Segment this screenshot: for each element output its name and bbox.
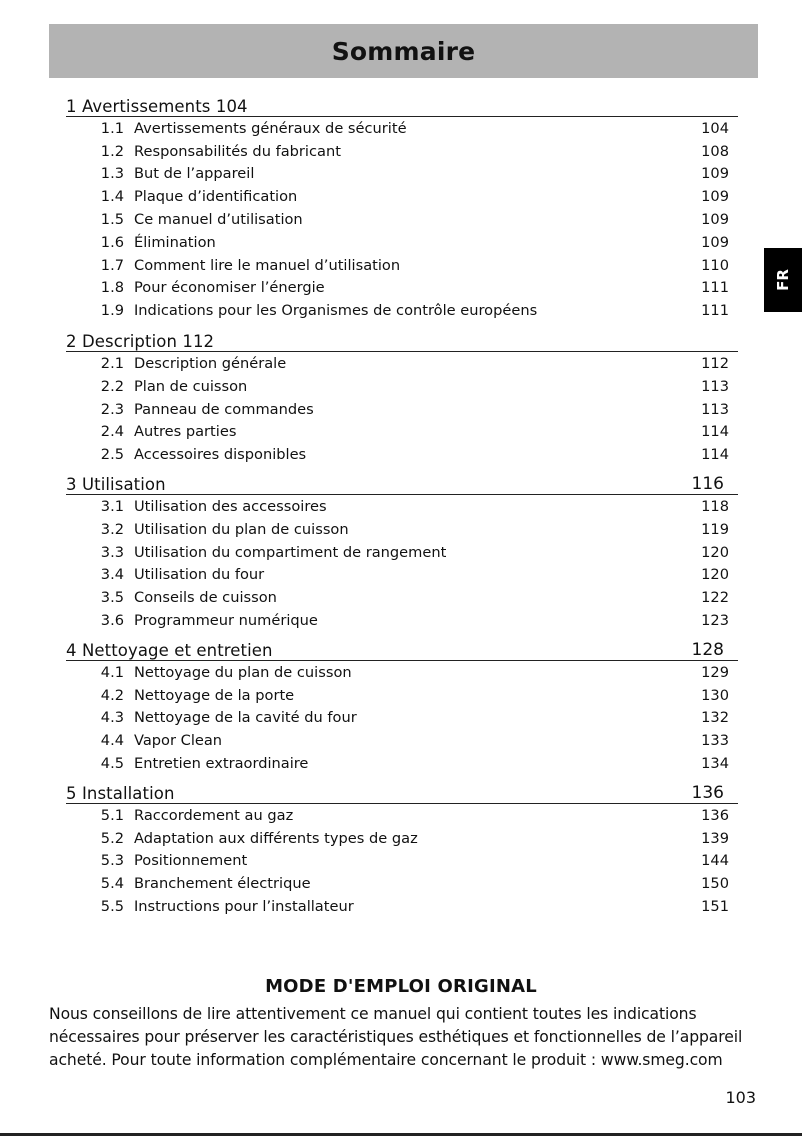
entry-label: Conseils de cuisson bbox=[134, 589, 277, 607]
toc-section-3 bbox=[66, 469, 738, 632]
toc-entry[interactable] bbox=[66, 707, 738, 730]
toc-entry[interactable] bbox=[66, 518, 738, 541]
entry-page: 120 bbox=[701, 566, 729, 584]
toc-entry[interactable] bbox=[66, 443, 738, 466]
entry-number: 5.1 bbox=[100, 806, 124, 824]
entry-number: 2.2 bbox=[100, 377, 124, 395]
toc-entry[interactable] bbox=[66, 541, 738, 564]
entry-number: 4.4 bbox=[100, 732, 124, 750]
entry-label: Utilisation du plan de cuisson bbox=[134, 520, 349, 538]
entry-label: Branchement électrique bbox=[134, 875, 311, 893]
entry-number: 3.1 bbox=[100, 498, 124, 516]
entry-number: 1.8 bbox=[100, 279, 124, 297]
entry-number: 5.3 bbox=[100, 852, 124, 870]
entry-label: Nettoyage du plan de cuisson bbox=[134, 663, 352, 681]
title-bar bbox=[49, 24, 758, 78]
toc-entry[interactable] bbox=[66, 421, 738, 444]
section-title: 3 Utilisation bbox=[66, 475, 166, 495]
entry-label: Plaque d’identification bbox=[134, 188, 298, 206]
toc-entry[interactable] bbox=[66, 827, 738, 850]
toc-entry[interactable] bbox=[66, 185, 738, 208]
language-tab bbox=[764, 248, 802, 312]
entry-label: Utilisation du compartiment de rangement bbox=[134, 543, 447, 561]
entry-number: 1.6 bbox=[100, 233, 124, 251]
entry-page: 133 bbox=[701, 732, 729, 750]
entry-page: 108 bbox=[701, 142, 729, 160]
entry-number: 3.5 bbox=[100, 589, 124, 607]
entry-page: 130 bbox=[701, 686, 729, 704]
entry-label: Plan de cuisson bbox=[134, 377, 248, 395]
entry-number: 4.5 bbox=[100, 755, 124, 773]
entry-number: 1.4 bbox=[100, 188, 124, 206]
toc-entry[interactable] bbox=[66, 352, 738, 375]
entry-page: 109 bbox=[701, 233, 729, 251]
entry-page: 129 bbox=[701, 663, 729, 681]
entry-page: 119 bbox=[701, 520, 729, 538]
entry-label: Nettoyage de la cavité du four bbox=[134, 709, 357, 727]
entry-number: 3.2 bbox=[100, 520, 124, 538]
toc-entry[interactable] bbox=[66, 117, 738, 140]
entry-page: 139 bbox=[701, 829, 729, 847]
toc-entry[interactable] bbox=[66, 804, 738, 827]
entry-number: 5.4 bbox=[100, 875, 124, 893]
entry-page: 114 bbox=[701, 423, 729, 441]
entry-label: Utilisation des accessoires bbox=[134, 498, 327, 516]
section-title: 5 Installation bbox=[66, 783, 175, 803]
entry-page: 151 bbox=[701, 898, 729, 915]
toc-entry[interactable] bbox=[66, 564, 738, 587]
toc-entry[interactable] bbox=[66, 684, 738, 707]
toc-entry[interactable] bbox=[66, 495, 738, 518]
entry-page: 114 bbox=[701, 446, 729, 464]
toc-entry[interactable] bbox=[66, 586, 738, 609]
entry-number: 1.2 bbox=[100, 142, 124, 160]
entry-page: 109 bbox=[701, 188, 729, 206]
entry-number: 1.9 bbox=[100, 302, 124, 320]
toc-entry[interactable] bbox=[66, 609, 738, 632]
section-page: 116 bbox=[691, 474, 724, 495]
table-of-contents bbox=[66, 91, 738, 918]
section-heading[interactable] bbox=[66, 635, 738, 661]
entry-label: But de l’appareil bbox=[134, 165, 255, 183]
section-page: 136 bbox=[691, 782, 724, 803]
section-heading[interactable] bbox=[66, 326, 738, 352]
page-title: Sommaire bbox=[331, 36, 476, 66]
entry-page: 104 bbox=[701, 119, 729, 137]
entry-page: 150 bbox=[701, 875, 729, 893]
entry-page: 134 bbox=[701, 755, 729, 773]
entry-page: 122 bbox=[701, 589, 729, 607]
entry-label: Nettoyage de la porte bbox=[134, 686, 295, 704]
entry-number: 1.1 bbox=[100, 119, 124, 137]
toc-entry[interactable] bbox=[66, 729, 738, 752]
entry-label: Positionnement bbox=[134, 852, 248, 870]
entry-page: 144 bbox=[701, 852, 729, 870]
entry-label: Entretien extraordinaire bbox=[134, 755, 309, 773]
toc-entry[interactable] bbox=[66, 231, 738, 254]
entry-page: 111 bbox=[701, 302, 729, 320]
entry-label: Indications pour les Organismes de contrôle européens bbox=[134, 302, 538, 320]
entry-number: 3.4 bbox=[100, 566, 124, 584]
entry-page: 109 bbox=[701, 165, 729, 183]
entry-label: Pour économiser l’énergie bbox=[134, 279, 325, 297]
entry-page: 113 bbox=[701, 377, 729, 395]
section-title: 2 Description 112 bbox=[66, 332, 215, 352]
entry-page: 112 bbox=[701, 355, 729, 373]
toc-section-2 bbox=[66, 326, 738, 466]
entry-page: 118 bbox=[701, 498, 729, 516]
toc-entry[interactable] bbox=[66, 208, 738, 231]
entry-label: Autres parties bbox=[134, 423, 237, 441]
toc-section-4 bbox=[66, 635, 738, 775]
entry-number: 1.3 bbox=[100, 165, 124, 183]
entry-number: 2.5 bbox=[100, 446, 124, 464]
toc-section-1 bbox=[66, 91, 738, 322]
toc-entry[interactable] bbox=[66, 398, 738, 421]
entry-number: 1.7 bbox=[100, 256, 124, 274]
entry-label: Vapor Clean bbox=[134, 732, 223, 750]
toc-entry[interactable] bbox=[66, 299, 738, 322]
entry-number: 5.5 bbox=[100, 898, 124, 915]
entry-number: 4.3 bbox=[100, 709, 124, 727]
entry-number: 3.3 bbox=[100, 543, 124, 561]
entry-number: 5.2 bbox=[100, 829, 124, 847]
entry-page: 120 bbox=[701, 543, 729, 561]
entry-page: 109 bbox=[701, 211, 729, 229]
entry-label: Avertissements généraux de sécurité bbox=[134, 119, 407, 137]
entry-label: Ce manuel d’utilisation bbox=[134, 211, 303, 229]
entry-page: 123 bbox=[701, 612, 729, 630]
section-heading[interactable] bbox=[66, 469, 738, 495]
toc-entry[interactable] bbox=[66, 895, 738, 918]
entry-page: 136 bbox=[701, 806, 729, 824]
toc-entry[interactable] bbox=[66, 752, 738, 775]
entry-page: 111 bbox=[701, 279, 729, 297]
section-heading[interactable] bbox=[66, 778, 738, 804]
entry-label: Élimination bbox=[134, 233, 216, 251]
entry-label: Adaptation aux différents types de gaz bbox=[134, 829, 418, 847]
entry-label: Accessoires disponibles bbox=[134, 446, 307, 464]
entry-label: Programmeur numérique bbox=[134, 612, 318, 630]
entry-label: Utilisation du four bbox=[134, 566, 265, 584]
entry-number: 4.1 bbox=[100, 663, 124, 681]
notice-title: MODE D'EMPLOI ORIGINAL bbox=[265, 976, 537, 997]
toc-entry[interactable] bbox=[66, 277, 738, 300]
entry-number: 1.5 bbox=[100, 211, 124, 229]
notice-body: Nous conseillons de lire attentivement ce manuel qui contient toutes les indications nécessaires pour préserver les caractéristiques esthétiques et fonctionnelles de l’appareil acheté. Pour toute information complémentaire concernant le produit : www.smeg.com bbox=[49, 1005, 743, 1069]
entry-label: Instructions pour l’installateur bbox=[134, 898, 354, 915]
section-heading[interactable] bbox=[66, 91, 738, 117]
toc-entry[interactable] bbox=[66, 850, 738, 873]
toc-entry[interactable] bbox=[66, 375, 738, 398]
entry-number: 2.3 bbox=[100, 400, 124, 418]
entry-label: Raccordement au gaz bbox=[134, 806, 294, 824]
entry-label: Responsabilités du fabricant bbox=[134, 142, 341, 160]
page-number: 103 bbox=[725, 1088, 756, 1107]
entry-page: 110 bbox=[701, 256, 729, 274]
entry-label: Comment lire le manuel d’utilisation bbox=[134, 256, 401, 274]
toc-entry[interactable] bbox=[66, 661, 738, 684]
section-title: 1 Avertissements 104 bbox=[66, 97, 248, 116]
toc-entry[interactable] bbox=[66, 254, 738, 277]
entry-label: Panneau de commandes bbox=[134, 400, 314, 418]
entry-number: 4.2 bbox=[100, 686, 124, 704]
toc-entry[interactable] bbox=[66, 163, 738, 186]
language-label: FR bbox=[773, 269, 792, 291]
toc-section-5 bbox=[66, 778, 738, 918]
entry-number: 2.1 bbox=[100, 355, 124, 373]
section-page: 128 bbox=[691, 639, 724, 660]
toc-entry[interactable] bbox=[66, 872, 738, 895]
section-title: 4 Nettoyage et entretien bbox=[66, 640, 273, 660]
entry-page: 113 bbox=[701, 400, 729, 418]
entry-number: 3.6 bbox=[100, 612, 124, 630]
toc-entry[interactable] bbox=[66, 140, 738, 163]
entry-label: Description générale bbox=[134, 355, 287, 373]
entry-page: 132 bbox=[701, 709, 729, 727]
entry-number: 2.4 bbox=[100, 423, 124, 441]
